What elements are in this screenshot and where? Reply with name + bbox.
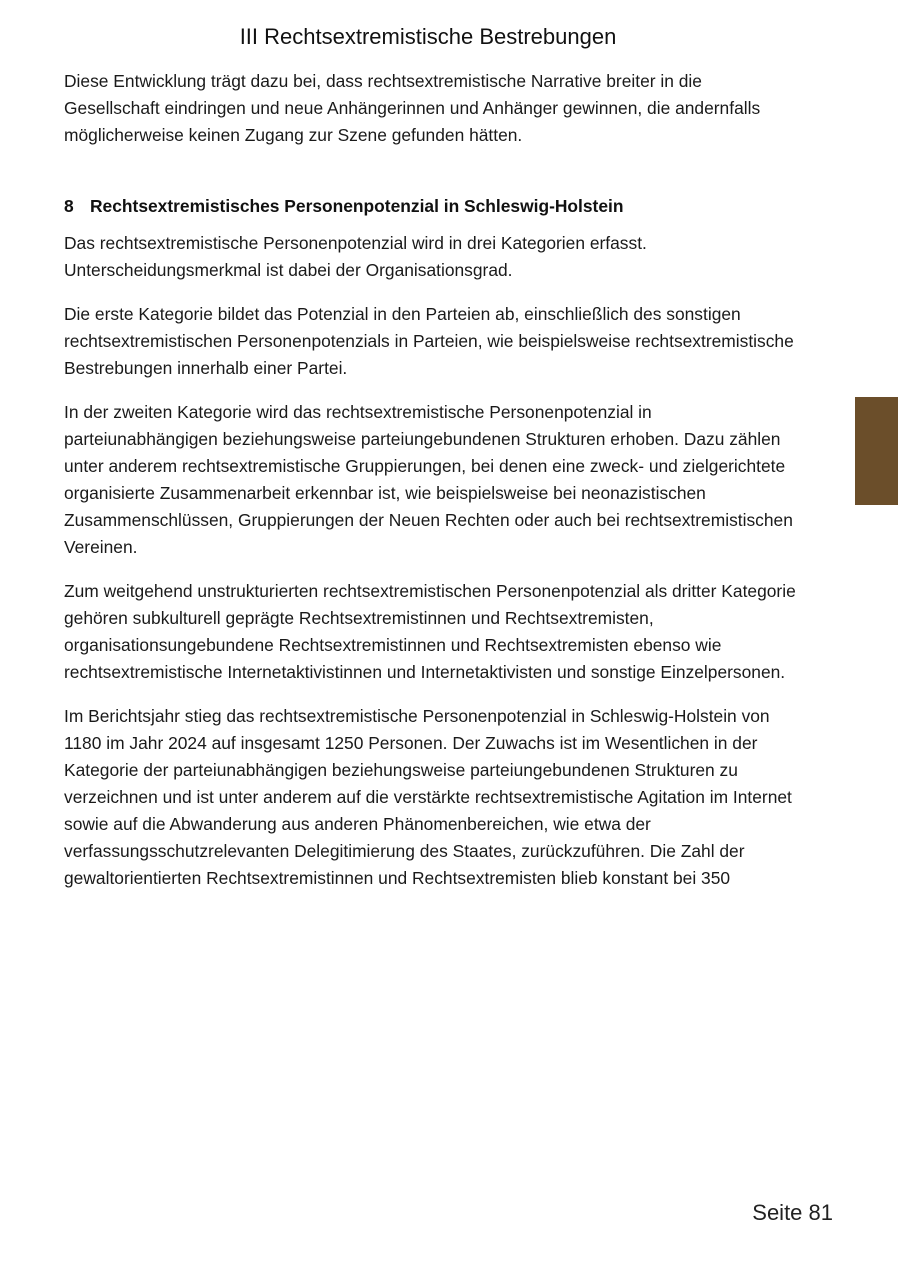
page-number: Seite 81	[752, 1200, 833, 1225]
intro-paragraph: Diese Entwicklung trägt dazu bei, dass rechtsextremistische Narrative breiter in die Gesellschaft eindringen und neue Anhängerinnen und Anhänger gewinnen, die andernfalls möglicherweise keinen Zugang zur Szene gefunden hätten.	[64, 71, 761, 145]
paragraph-third-category: Zum weitgehend unstrukturierten rechtsextremistischen Personenpotenzial als dritter Kategorie gehören subkulturell geprägte Rechtsextremistinnen und Rechtsextremisten, organisationsungebundene Rechtsextremistinnen und Rechtsextremisten ebenso wie rechtsextremistische Internetaktivistinnen und Internetaktivisten und sonstige Einzelpersonen.	[64, 581, 796, 682]
page-body	[64, 68, 796, 909]
chapter-header: III Rechtsextremistische Bestrebungen	[239, 24, 617, 49]
chapter-side-tab	[855, 397, 898, 505]
paragraph-second-category: In der zweiten Kategorie wird das rechtsextremistische Personenpotenzial in parteiunabhängigen beziehungsweise parteiungebundenen Strukturen erhoben. Dazu zählen unter anderem rechtsextremistische Gruppierungen, bei denen eine zweck- und zielgerichtete organisierte Zusammenarbeit erkennbar ist, wie beispielsweise bei neonazistischen Zusammenschlüssen, Gruppierungen der Neuen Rechten oder auch bei rechtsextremistischen Vereinen.	[64, 402, 793, 557]
section-heading	[64, 193, 796, 219]
paragraph-categories: Das rechtsextremistische Personenpotenzial wird in drei Kategorien erfasst. Unterscheidungsmerkmal ist dabei der Organisationsgrad.	[64, 233, 647, 280]
paragraph-report-year: Im Berichtsjahr stieg das rechtsextremistische Personenpotenzial in Schleswig-Holstein von 1180 im Jahr 2024 auf insgesamt 1250 Personen. Der Zuwachs ist im Wesentlichen in der Kategorie der parteiunabhängigen beziehungsweise parteiungebundenen Strukturen zu verzeichnen und ist unter anderem auf die verstärkte rechtsextremistische Agitation im Internet sowie auf die Abwanderung aus anderen Phänomenbereichen, wie etwa der verfassungsschutzrelevanten Delegitimierung des Staates, zurückzuführen. Die Zahl der gewaltorientierten Rechtsextremistinnen und Rechtsextremisten blieb konstant bei 350	[64, 706, 792, 888]
section-title: Rechtsextremistisches Personenpotenzial in Schleswig-Holstein	[90, 196, 624, 216]
paragraph-first-category: Die erste Kategorie bildet das Potenzial in den Parteien ab, einschließlich des sonstigen rechtsextremistischen Personenpotenzials in Parteien, wie beispielsweise rechtsextremistische Bestrebungen innerhalb einer Partei.	[64, 304, 794, 378]
section-number: 8	[64, 196, 74, 216]
